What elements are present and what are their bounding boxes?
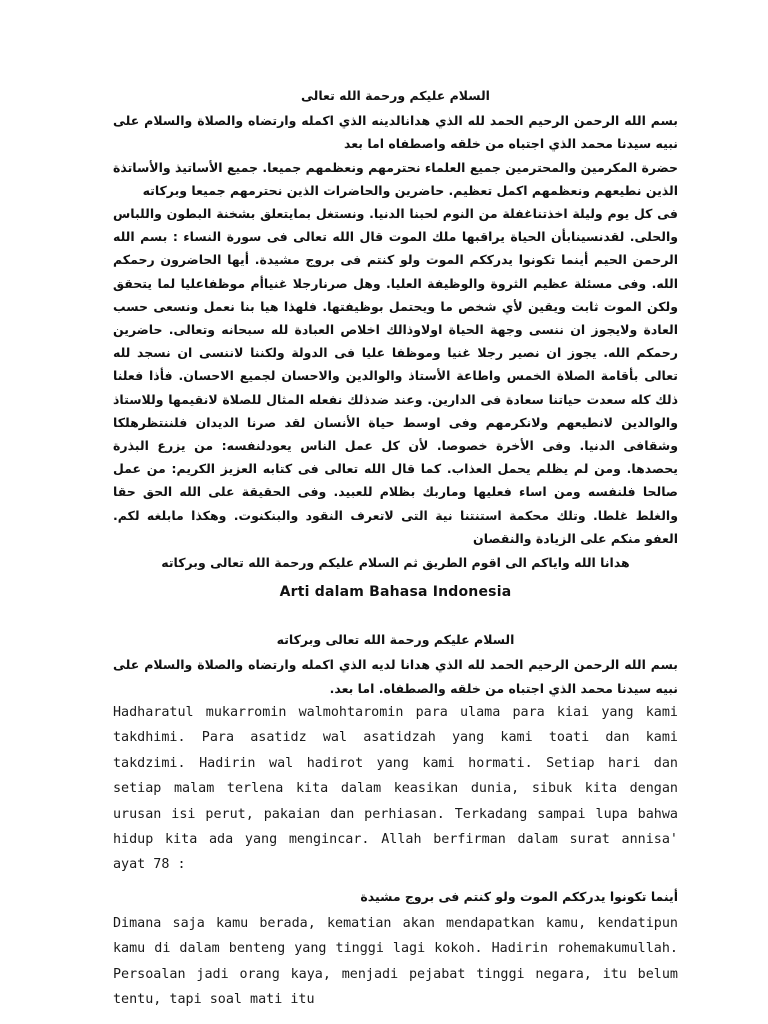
arabic-paragraph-address: حضرة المكرمين والمحترمين جميع العلماء نحترمهم ونعظمهم جميعا. جميع الأساتيذ والأساتذة الذين نطيعهم ونعظمهم اكمل تعظيم. حاضرين والحاضرات الذين نحترمهم جميعا وبركاته: [113, 159, 678, 198]
indonesian-section-opening: بسم الله الرحمن الرحيم الحمد لله الذي هدانا لديه الذي اكمله وارتضاه والصلاة والسلام على نبيه سيدنا محمد الذي اجتباه من خلقه والصطفاه. اما بعد.: [113, 657, 678, 696]
indonesian-paragraph-2: Dimana saja kamu berada, kematian akan mendapatkan kamu, kendatipun kamu di dalam benteng yang tinggi lagi kokoh. Hadirin rohemakumullah. Persoalan jadi orang kaya, menjadi pejabat tinggi negara, itu belum tentu, tapi soal mati itu: [113, 915, 678, 1008]
indonesian-paragraph-1: Hadharatul mukarromin walmohtaromin para ulama para kiai yang kami takdhimi. Para asatidz wal asatidzah yang kami toati dan kami takdzimi. Hadirin wal hadirot yang kami hormati. Setiap hari dan setiap malam terlena kita dalam keasikan dunia, sibuk kita dengan urusan isi perut, pakaian dan perhiasan. Terkadang sampai lupa bahwa hidup kita ada yang mengincar. Allah berfirman dalam surat annisa' ayat 78 :: [113, 704, 678, 873]
arabic-paragraph-body: فى كل يوم وليلة اخذتناغفلة من النوم لحبنا الدنيا. ونستغل بمايتعلق بشخنة البطون واللباس والحلى. لقدنسينابأن الحياة يراقبها ملك الموت قال الله تعالى فى سورة النساء : بسم الله الرحمن الحيم أينما تكونوا يدرككم الموت ولو كنتم فى بروج مشيدة. أيها الحاضرون رحمكم الله. وفى مسئلة عظيم الثروة والوظيفة العليا. وهل صرنارجلا غنياأم موظفاعليا لما يتحقق ولكن الموت ثابت ويقين لأي شخص ما ويحتمل بوظيفتها. فلهذا هيا بنا نعمل ونسعى حسب العادة ولايجوز ان ننسى وجهة الحياة اولاوذالك اخلاص العبادة لله سبحانه وتعالى. حاضرين رحمكم الله. يجوز ان نصير رجلا غنيا وموظفا عليا فى الدولة ولكننا لاننسى ان نسجد لله تعالى بأقامة الصلاة الخمس واطاعة الأستاذ والوالدين والاحسان لجميع الاحسان. فأذا فعلنا ذلك كله سعدت حياتنا سعادة فى الدارين. وعند ضدذلك نفعله المثال للصلاة لانقيمها وللاستاذ والوالدين لانطيعهم ولانكرمهم وفى اوسط حياة الأنسان لقد صرنا الديدان فلننتظرهلكا وشقافى الدنيا. وفى الأخرة خصوصا. لأن كل عمل الناس يعودلنفسه: من يزرع البذرة يحصدها. ومن لم يظلم يحمل العذاب. كما قال الله تعالى فى كتابه العزيز الكريم: من عمل صالحا فلنفسه ومن اساء فعليها وماربك بظلام للعبيد. وفى الحقيقة على الله الحق حقا والغلط غلطا. وتلك محكمة استنتنا نية التى لاتعرف النقود والبنكنوت. وهكذا مابلغه لكم. العفو منكم على الزيادة والنقصان: [113, 206, 678, 546]
arabic-greeting: السلام عليكم ورحمة الله تعالى: [301, 88, 490, 103]
quran-verse: أينما تكونوا يدرككم الموت ولو كنتم فى بروج مشيدة: [360, 888, 678, 904]
arabic-paragraph-opening: بسم الله الرحمن الرحيم الحمد لله الذي هدانالدينه الذي اكمله وارتضاه والصلاة والسلام على نبيه سيدنا محمد الذي اجتباه من خلقه واصطفاه اما بعد: [113, 113, 678, 152]
translation-heading: Arti dalam Bahasa Indonesia: [279, 584, 512, 601]
indonesian-section-greeting: السلام عليكم ورحمة الله تعالى وبركاته: [276, 632, 515, 648]
arabic-closing: هدانا الله واياكم الى اقوم الطريق ثم السلام عليكم ورحمة الله تعالى وبركاته: [161, 555, 630, 571]
document-content: [113, 84, 678, 1013]
